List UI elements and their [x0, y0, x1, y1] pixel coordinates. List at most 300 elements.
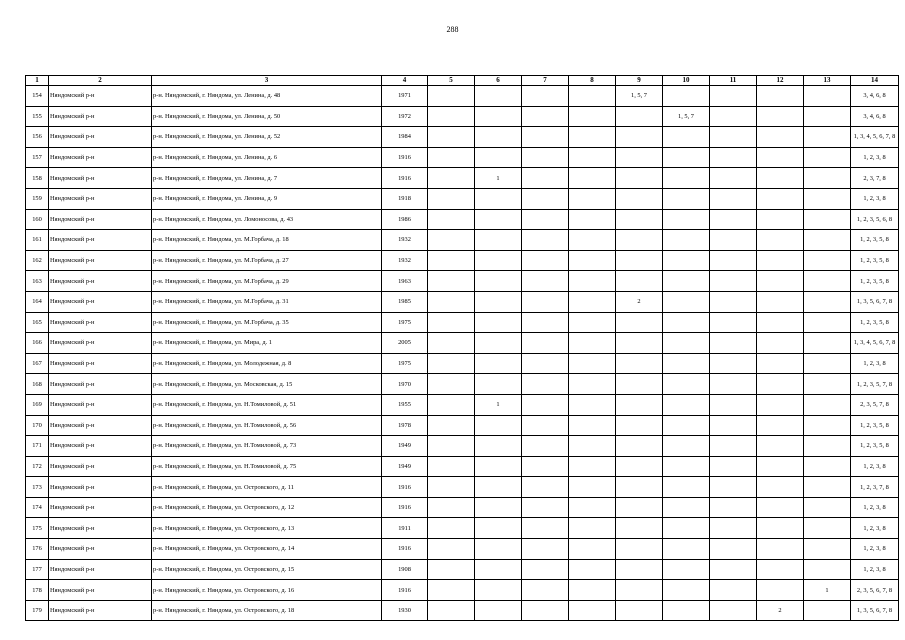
table-cell: [616, 209, 663, 230]
table-cell: [616, 333, 663, 354]
table-cell: [428, 250, 475, 271]
table-cell: [522, 333, 569, 354]
table-cell: 1975: [382, 312, 428, 333]
table-cell: [710, 230, 757, 251]
table-cell: Няндомский р-н: [49, 312, 152, 333]
table-cell: [428, 477, 475, 498]
table-cell: [569, 580, 616, 601]
table-cell: р-н. Няндомский, г. Няндома, ул. Московская, д. 15: [152, 374, 382, 395]
table-cell: [663, 209, 710, 230]
table-cell: 1932: [382, 230, 428, 251]
table-cell: [475, 353, 522, 374]
table-cell: [428, 394, 475, 415]
table-cell: Няндомский р-н: [49, 147, 152, 168]
table-cell: 1, 2, 3, 5, 8: [851, 436, 899, 457]
table-cell: [663, 230, 710, 251]
table-cell: р-н. Няндомский, г. Няндома, ул. Ленина, д. 6: [152, 147, 382, 168]
table-cell: [757, 580, 804, 601]
table-cell: р-н. Няндомский, г. Няндома, ул. Ленина, д. 50: [152, 106, 382, 127]
table-cell: Няндомский р-н: [49, 353, 152, 374]
table-cell: [616, 106, 663, 127]
page-number: 288: [446, 25, 459, 34]
table-row: [26, 291, 899, 312]
table-cell: [522, 477, 569, 498]
table-cell: 166: [26, 333, 49, 354]
table-cell: 1916: [382, 477, 428, 498]
table-cell: [757, 353, 804, 374]
table-cell: 1, 2, 3, 8: [851, 188, 899, 209]
table-cell: 1, 3, 5, 6, 7, 8: [851, 291, 899, 312]
table-cell: [663, 353, 710, 374]
table-row: [26, 127, 899, 148]
table-row: [26, 333, 899, 354]
table-cell: [616, 271, 663, 292]
table-cell: [428, 333, 475, 354]
table-cell: [569, 291, 616, 312]
table-cell: [710, 333, 757, 354]
table-cell: [710, 127, 757, 148]
table-cell: 1, 2, 3, 8: [851, 456, 899, 477]
table-cell: р-н. Няндомский, г. Няндома, ул. Ломоносова, д. 43: [152, 209, 382, 230]
table-cell: 1986: [382, 209, 428, 230]
table-cell: р-н. Няндомский, г. Няндома, ул. Островского, д. 18: [152, 600, 382, 621]
table-cell: [522, 518, 569, 539]
table-cell: 1908: [382, 559, 428, 580]
table-cell: [569, 353, 616, 374]
table-cell: р-н. Няндомский, г. Няндома, ул. Молодежная, д. 8: [152, 353, 382, 374]
table-cell: [616, 353, 663, 374]
column-header: 11: [710, 76, 757, 86]
table-cell: 1, 2, 3, 5, 7, 8: [851, 374, 899, 395]
table-cell: 1916: [382, 147, 428, 168]
table-cell: [804, 209, 851, 230]
table-cell: [522, 230, 569, 251]
table-cell: [475, 415, 522, 436]
table-cell: 158: [26, 168, 49, 189]
table-cell: Няндомский р-н: [49, 539, 152, 560]
table-cell: 174: [26, 497, 49, 518]
table-cell: [616, 394, 663, 415]
table-row: [26, 559, 899, 580]
table-cell: [428, 291, 475, 312]
table-cell: 1985: [382, 291, 428, 312]
table-cell: [804, 250, 851, 271]
table-cell: [522, 250, 569, 271]
column-header: 2: [49, 76, 152, 86]
table-cell: 1, 2, 3, 5, 6, 8: [851, 209, 899, 230]
table-cell: [710, 209, 757, 230]
table-cell: [428, 600, 475, 621]
table-cell: Няндомский р-н: [49, 580, 152, 601]
table-cell: [757, 497, 804, 518]
table-cell: 1975: [382, 353, 428, 374]
table-cell: 1963: [382, 271, 428, 292]
table-cell: 1949: [382, 436, 428, 457]
table-cell: 1932: [382, 250, 428, 271]
table-cell: 1971: [382, 86, 428, 107]
table-cell: 1, 3, 4, 5, 6, 7, 8: [851, 333, 899, 354]
table-cell: 1, 2, 3, 8: [851, 497, 899, 518]
table-cell: [710, 456, 757, 477]
table-cell: [522, 106, 569, 127]
table-cell: [522, 271, 569, 292]
table-cell: [522, 86, 569, 107]
table-cell: Няндомский р-н: [49, 559, 152, 580]
table-cell: р-н. Няндомский, г. Няндома, ул. Ленина, д. 52: [152, 127, 382, 148]
table-cell: [616, 477, 663, 498]
table-cell: [710, 518, 757, 539]
table-cell: 1, 3, 5, 6, 7, 8: [851, 600, 899, 621]
table-cell: 168: [26, 374, 49, 395]
table-cell: [804, 271, 851, 292]
table-cell: р-н. Няндомский, г. Няндома, ул. Ленина, д. 7: [152, 168, 382, 189]
table-cell: [757, 394, 804, 415]
table-cell: [569, 250, 616, 271]
table-cell: 1: [475, 394, 522, 415]
table-cell: [757, 539, 804, 560]
table-cell: 178: [26, 580, 49, 601]
table-cell: [428, 127, 475, 148]
table-cell: р-н. Няндомский, г. Няндома, ул. Н.Томиловой, д. 73: [152, 436, 382, 457]
table-cell: [569, 230, 616, 251]
table-row: [26, 312, 899, 333]
table-cell: 1, 2, 3, 5, 8: [851, 312, 899, 333]
table-cell: р-н. Няндомский, г. Няндома, ул. Островского, д. 16: [152, 580, 382, 601]
table-cell: [569, 559, 616, 580]
table-cell: [663, 188, 710, 209]
table-cell: [710, 394, 757, 415]
table-row: [26, 188, 899, 209]
table-cell: 2: [616, 291, 663, 312]
table-cell: [522, 127, 569, 148]
table-cell: [569, 209, 616, 230]
table-cell: [804, 127, 851, 148]
table-cell: [569, 168, 616, 189]
table-cell: Няндомский р-н: [49, 271, 152, 292]
table-cell: [569, 147, 616, 168]
table-cell: [475, 497, 522, 518]
table-cell: [710, 250, 757, 271]
table-cell: Няндомский р-н: [49, 106, 152, 127]
table-cell: р-н. Няндомский, г. Няндома, ул. Н.Томиловой, д. 56: [152, 415, 382, 436]
table-cell: 1, 2, 3, 8: [851, 353, 899, 374]
table-cell: [475, 374, 522, 395]
table-cell: [569, 456, 616, 477]
table-cell: [428, 353, 475, 374]
table-cell: [804, 374, 851, 395]
table-cell: 1: [475, 168, 522, 189]
table-cell: 2, 3, 5, 7, 8: [851, 394, 899, 415]
table-cell: 1, 2, 3, 5, 8: [851, 230, 899, 251]
table-cell: [804, 600, 851, 621]
table-cell: [616, 539, 663, 560]
table-cell: [710, 353, 757, 374]
table-cell: 163: [26, 271, 49, 292]
table-cell: [475, 106, 522, 127]
table-body: [26, 86, 899, 621]
table-cell: 1978: [382, 415, 428, 436]
table-cell: [757, 250, 804, 271]
table-cell: [428, 271, 475, 292]
table-cell: [569, 539, 616, 560]
table-cell: [710, 580, 757, 601]
table-cell: 1916: [382, 497, 428, 518]
table-cell: 162: [26, 250, 49, 271]
table-cell: 1, 2, 3, 7, 8: [851, 477, 899, 498]
table-cell: Няндомский р-н: [49, 230, 152, 251]
table-cell: [616, 250, 663, 271]
table-cell: [710, 168, 757, 189]
table-cell: 1911: [382, 518, 428, 539]
table-cell: [475, 539, 522, 560]
table-cell: [663, 86, 710, 107]
table-cell: [475, 230, 522, 251]
column-header: 3: [152, 76, 382, 86]
table-cell: 157: [26, 147, 49, 168]
table-cell: [616, 559, 663, 580]
table-cell: [804, 477, 851, 498]
table-row: [26, 374, 899, 395]
table-cell: [710, 497, 757, 518]
table-cell: 1: [804, 580, 851, 601]
table-cell: 1, 2, 3, 5, 8: [851, 250, 899, 271]
table-cell: [663, 539, 710, 560]
table-cell: 1930: [382, 600, 428, 621]
table-cell: [663, 374, 710, 395]
table-cell: [663, 497, 710, 518]
table-cell: [663, 559, 710, 580]
table-cell: [710, 374, 757, 395]
table-cell: 1916: [382, 168, 428, 189]
table-cell: [522, 456, 569, 477]
table-cell: 1955: [382, 394, 428, 415]
column-header: 14: [851, 76, 899, 86]
table-cell: [804, 147, 851, 168]
table-row: [26, 456, 899, 477]
table-cell: [475, 600, 522, 621]
table-cell: [569, 271, 616, 292]
table-cell: [757, 230, 804, 251]
table-cell: [710, 271, 757, 292]
table-cell: [475, 333, 522, 354]
table-cell: [757, 209, 804, 230]
table-cell: [710, 147, 757, 168]
table-cell: Няндомский р-н: [49, 456, 152, 477]
table-cell: [475, 127, 522, 148]
table-cell: [663, 394, 710, 415]
table-cell: [428, 415, 475, 436]
table-cell: [804, 312, 851, 333]
table-cell: 1, 5, 7: [663, 106, 710, 127]
table-cell: [616, 436, 663, 457]
table-cell: [569, 477, 616, 498]
table-cell: [522, 436, 569, 457]
table-cell: [616, 127, 663, 148]
table-cell: [522, 147, 569, 168]
table-cell: 170: [26, 415, 49, 436]
table-row: [26, 477, 899, 498]
table-cell: 164: [26, 291, 49, 312]
table-cell: 160: [26, 209, 49, 230]
table-cell: [804, 230, 851, 251]
table-cell: р-н. Няндомский, г. Няндома, ул. Островского, д. 13: [152, 518, 382, 539]
table-cell: [757, 147, 804, 168]
table-cell: 177: [26, 559, 49, 580]
table-row: [26, 271, 899, 292]
table-cell: 1916: [382, 580, 428, 601]
table-cell: [475, 456, 522, 477]
table-cell: 169: [26, 394, 49, 415]
table-cell: 2, 3, 7, 8: [851, 168, 899, 189]
table-cell: 1949: [382, 456, 428, 477]
table-cell: [522, 539, 569, 560]
table-cell: [475, 436, 522, 457]
table-cell: 172: [26, 456, 49, 477]
table-row: [26, 539, 899, 560]
table-row: [26, 436, 899, 457]
table-cell: [428, 106, 475, 127]
table-cell: [428, 312, 475, 333]
table-cell: [757, 312, 804, 333]
table-cell: [569, 518, 616, 539]
table-cell: 1, 2, 3, 8: [851, 147, 899, 168]
table-cell: [475, 580, 522, 601]
table-cell: [522, 291, 569, 312]
table-cell: [475, 86, 522, 107]
table-cell: [663, 312, 710, 333]
table-cell: Няндомский р-н: [49, 497, 152, 518]
table-cell: 156: [26, 127, 49, 148]
table-cell: 155: [26, 106, 49, 127]
table-row: [26, 497, 899, 518]
table-row: [26, 518, 899, 539]
table-cell: 175: [26, 518, 49, 539]
table-cell: [569, 374, 616, 395]
table-cell: [663, 456, 710, 477]
table-cell: [710, 188, 757, 209]
table-cell: [663, 415, 710, 436]
table-cell: 3, 4, 6, 8: [851, 106, 899, 127]
table-cell: р-н. Няндомский, г. Няндома, ул. Островского, д. 11: [152, 477, 382, 498]
table-cell: р-н. Няндомский, г. Няндома, ул. Ленина, д. 48: [152, 86, 382, 107]
table-cell: [428, 559, 475, 580]
table-cell: [757, 415, 804, 436]
table-row: [26, 580, 899, 601]
table-cell: [428, 436, 475, 457]
table-cell: 1, 5, 7: [616, 86, 663, 107]
table-cell: 1, 2, 3, 8: [851, 518, 899, 539]
table-cell: [522, 312, 569, 333]
table-row: [26, 415, 899, 436]
table-cell: р-н. Няндомский, г. Няндома, ул. М.Горбача, д. 35: [152, 312, 382, 333]
table-cell: [475, 312, 522, 333]
table-cell: р-н. Няндомский, г. Няндома, ул. М.Горбача, д. 31: [152, 291, 382, 312]
table-cell: 2005: [382, 333, 428, 354]
table-row: [26, 230, 899, 251]
table-cell: 1972: [382, 106, 428, 127]
table-cell: [569, 127, 616, 148]
table-cell: [522, 394, 569, 415]
table-cell: [757, 436, 804, 457]
table-cell: Няндомский р-н: [49, 188, 152, 209]
table-cell: Няндомский р-н: [49, 394, 152, 415]
column-header: 13: [804, 76, 851, 86]
table-cell: [569, 436, 616, 457]
table-cell: [663, 250, 710, 271]
table-cell: 154: [26, 86, 49, 107]
table-cell: [569, 86, 616, 107]
table-cell: [804, 559, 851, 580]
table-cell: [804, 456, 851, 477]
table-cell: [475, 209, 522, 230]
table-cell: [663, 436, 710, 457]
column-header: 4: [382, 76, 428, 86]
table-cell: [710, 477, 757, 498]
table-cell: [428, 497, 475, 518]
table-cell: [616, 230, 663, 251]
header-row: [26, 76, 899, 86]
table-cell: [757, 127, 804, 148]
table-cell: [569, 497, 616, 518]
table-cell: [616, 580, 663, 601]
table-cell: [663, 580, 710, 601]
table-cell: р-н. Няндомский, г. Няндома, ул. Н.Томиловой, д. 75: [152, 456, 382, 477]
column-header: 1: [26, 76, 49, 86]
table-cell: [757, 86, 804, 107]
table-cell: [804, 394, 851, 415]
table-cell: Няндомский р-н: [49, 209, 152, 230]
table-cell: [616, 312, 663, 333]
table-cell: [710, 415, 757, 436]
table-cell: [428, 456, 475, 477]
table-cell: 161: [26, 230, 49, 251]
table-cell: [804, 436, 851, 457]
table-cell: [663, 333, 710, 354]
table-cell: [522, 209, 569, 230]
table-cell: [475, 250, 522, 271]
table-cell: Няндомский р-н: [49, 168, 152, 189]
column-header: 9: [616, 76, 663, 86]
table-cell: Няндомский р-н: [49, 600, 152, 621]
table-cell: [522, 415, 569, 436]
table-cell: Няндомский р-н: [49, 518, 152, 539]
table-cell: [522, 580, 569, 601]
table-cell: [475, 518, 522, 539]
table-cell: [428, 86, 475, 107]
table-cell: 1970: [382, 374, 428, 395]
table-cell: [804, 106, 851, 127]
table-cell: 1, 2, 3, 8: [851, 539, 899, 560]
table-cell: [710, 539, 757, 560]
table-cell: 1918: [382, 188, 428, 209]
table-cell: 1, 2, 3, 5, 8: [851, 415, 899, 436]
table-cell: [428, 168, 475, 189]
table-cell: 167: [26, 353, 49, 374]
table-cell: [757, 559, 804, 580]
table-cell: 1, 2, 3, 5, 8: [851, 271, 899, 292]
table-cell: [522, 168, 569, 189]
table-cell: [428, 230, 475, 251]
table-cell: 1, 3, 4, 5, 6, 7, 8: [851, 127, 899, 148]
table-cell: 2: [757, 600, 804, 621]
table-row: [26, 106, 899, 127]
table-cell: [569, 600, 616, 621]
table-cell: [522, 353, 569, 374]
column-header: 6: [475, 76, 522, 86]
table-cell: [663, 271, 710, 292]
table-cell: 1916: [382, 539, 428, 560]
table-cell: [710, 291, 757, 312]
